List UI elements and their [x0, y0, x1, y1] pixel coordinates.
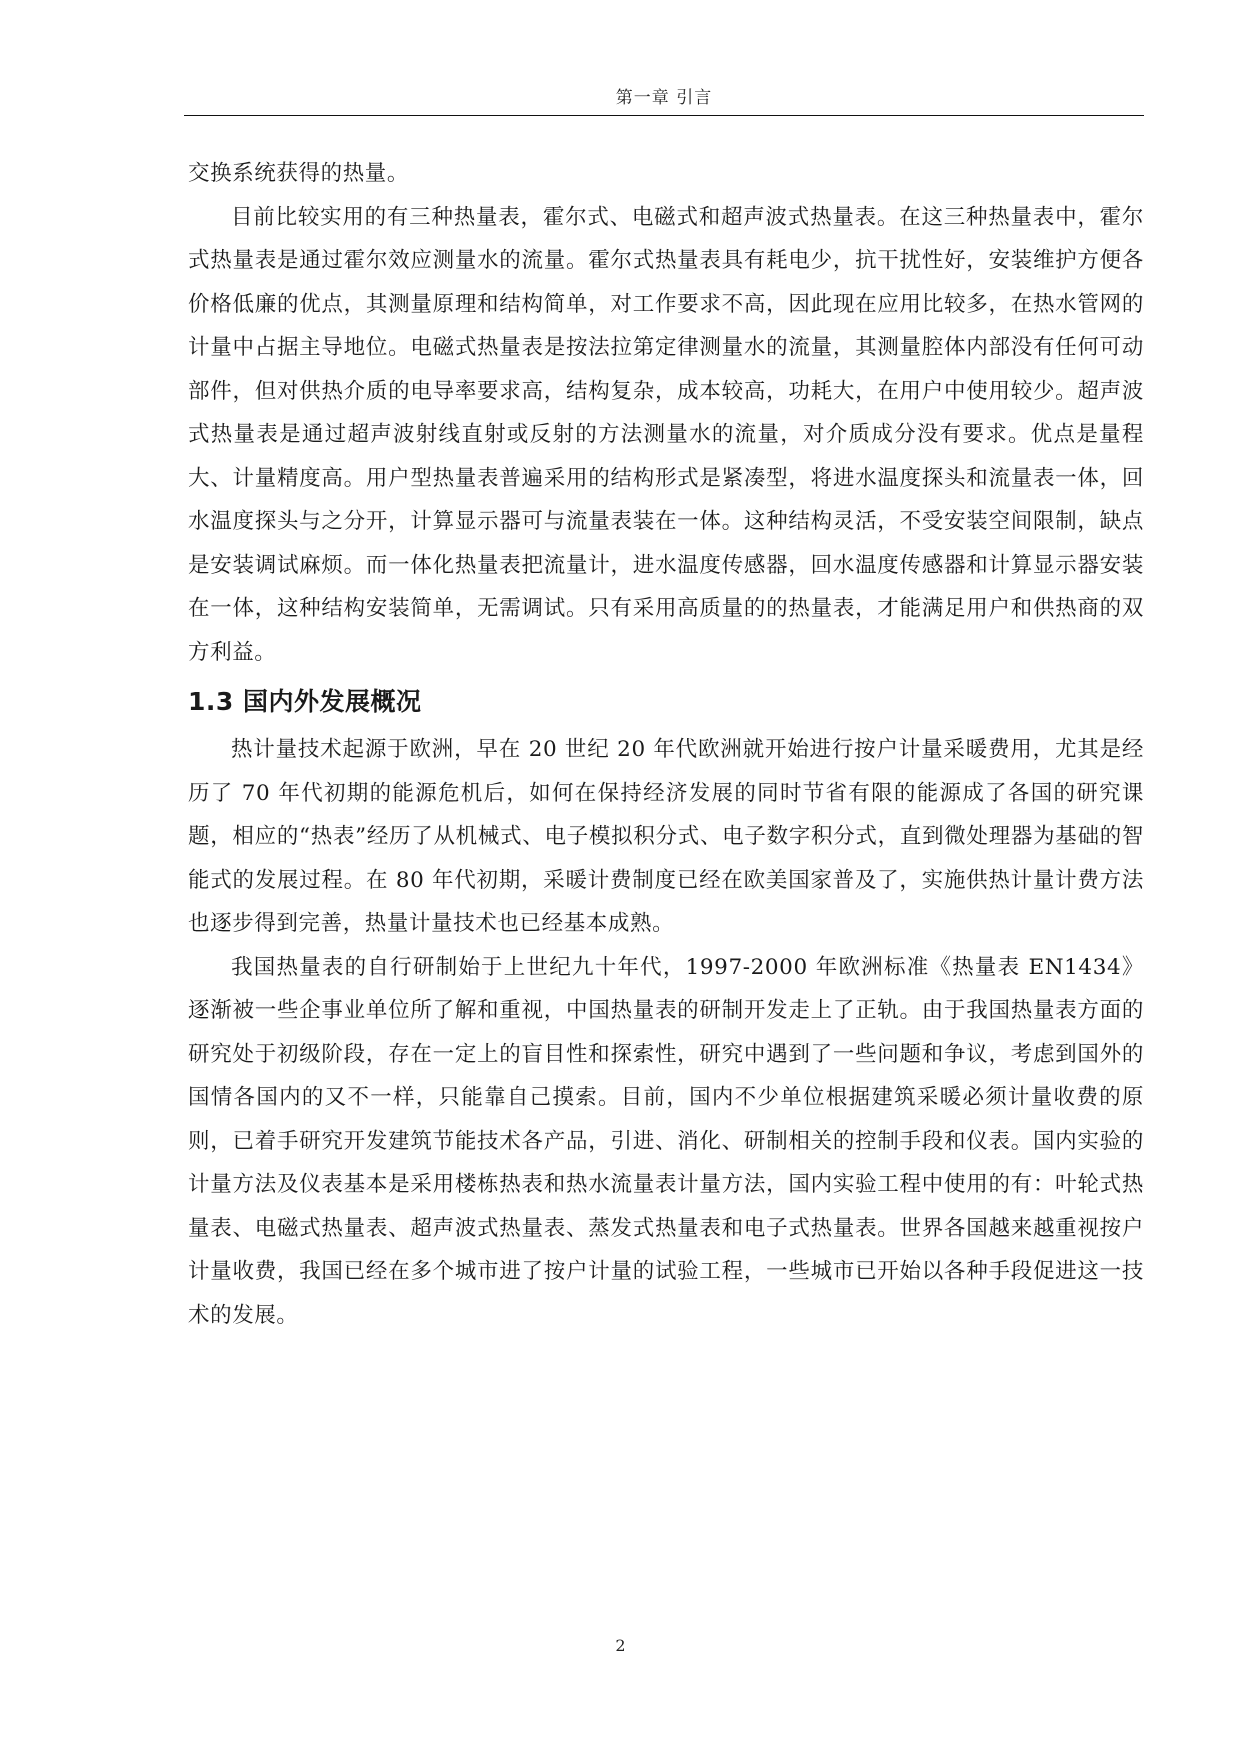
header-rule: [184, 115, 1144, 116]
paragraph-europe-history: 热计量技术起源于欧洲，早在 20 世纪 20 年代欧洲就开始进行按户计量采暖费用，尤其是经历了 70 年代初期的能源危机后，如何在保持经济发展的同时节省有限的能源成了各国的研究课题，相应的“热表”经历了从机械式、电子模拟积分式、电子数字积分式，直到微处理器为基础的智能式的发展过程。在 80 年代初期，采暖计费制度已经在欧美国家普及了，实施供热计量计费方法也逐步得到完善，热量计量技术也已经基本成熟。: [188, 737, 1144, 936]
page-number: 2: [615, 1636, 626, 1655]
paragraph-heat-meter-types: 目前比较实用的有三种热量表，霍尔式、电磁式和超声波式热量表。在这三种热量表中，霍尔式热量表是通过霍尔效应测量水的流量。霍尔式热量表具有耗电少，抗干扰性好，安装维护方便各价格低廉的优点，其测量原理和结构简单，对工作要求不高，因此现在应用比较多，在热水管网的计量中占据主导地位。电磁式热量表是按法拉第定律测量水的流量，其测量腔体内部没有任何可动部件，但对供热介质的电导率要求高，结构复杂，成本较高，功耗大，在用户中使用较少。超声波式热量表是通过超声波射线直射或反射的方法测量水的流量，对介质成分没有要求。优点是量程大、计量精度高。用户型热量表普遍采用的结构形式是紧凑型，将进水温度探头和流量表一体，回水温度探头与之分开，计算显示器可与流量表装在一体。这种结构灵活，不受安装空间限制，缺点是安装调试麻烦。而一体化热量表把流量计，进水温度传感器，回水温度传感器和计算显示器安装在一体，这种结构安装简单，无需调试。只有采用高质量的的热量表，才能满足用户和供热商的双方利益。: [188, 204, 1144, 665]
paragraph-china-development: 我国热量表的自行研制始于上世纪九十年代，1997-2000 年欧洲标准《热量表 EN1434》逐渐被一些企事业单位所了解和重视，中国热量表的研制开发走上了正轨。由于我国热量表方面的研究处于初级阶段，存在一定上的盲目性和探索性，研究中遇到了一些问题和争议，考虑到国外的国情各国内的又不一样，只能靠自己摸索。目前，国内不少单位根据建筑采暖必须计量收费的原则，已着手研究开发建筑节能技术各产品，引进、消化、研制相关的控制手段和仪表。国内实验的计量方法及仪表基本是采用楼栋热表和热水流量表计量方法，国内实验工程中使用的有：叶轮式热量表、电磁式热量表、超声波式热量表、蒸发式热量表和电子式热量表。世界各国越来越重视按户计量收费，我国已经在多个城市进了按户计量的试验工程，一些城市已开始以各种手段促进这一技术的发展。: [188, 954, 1144, 1328]
paragraph-continuation: 交换系统获得的热量。: [188, 161, 410, 186]
page-body: [188, 152, 1144, 1337]
running-header: 第一章 引言: [615, 88, 713, 108]
section-heading: 1.3 国内外发展概况: [188, 687, 422, 716]
